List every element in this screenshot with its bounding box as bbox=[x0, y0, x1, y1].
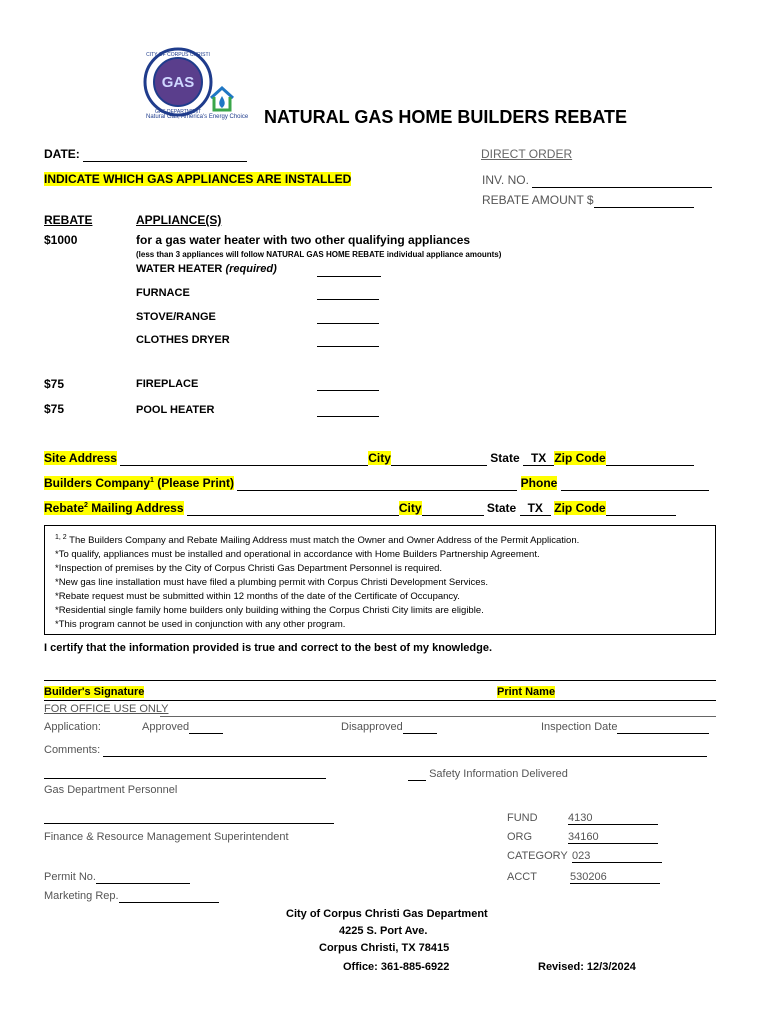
rebate-amount-field[interactable] bbox=[594, 193, 694, 208]
rebate-amount-label: REBATE AMOUNT $ bbox=[482, 193, 694, 208]
note-line: *To qualify, appliances must be installed and operational in accordance with Home Builders Partnership Agreement. bbox=[55, 549, 540, 561]
rebate-column-header: REBATE bbox=[44, 213, 93, 227]
dryer-check-field[interactable] bbox=[317, 332, 379, 347]
svg-text:GAS DEPARTMENT: GAS DEPARTMENT bbox=[155, 109, 201, 115]
direct-order-label: DIRECT ORDER bbox=[481, 147, 573, 161]
mailing-city-label: City bbox=[398, 501, 422, 515]
fireplace-amount: $75 bbox=[44, 377, 65, 391]
logo-tagline: Natural Gas, America's Energy Choice bbox=[146, 114, 249, 120]
rebate-1000-amount: $1000 bbox=[44, 233, 78, 247]
builders-company-field[interactable] bbox=[237, 476, 517, 491]
mailing-state-label: State bbox=[486, 501, 517, 515]
mailing-zip-field[interactable] bbox=[606, 501, 676, 516]
site-state-field[interactable]: TX bbox=[523, 451, 554, 466]
date-field[interactable] bbox=[83, 147, 247, 162]
rebate-mailing-row bbox=[44, 501, 676, 516]
appliance-clothes-dryer: CLOTHES DRYER bbox=[136, 334, 230, 346]
inspection-date-field[interactable]: Inspection Date bbox=[541, 721, 709, 734]
footer-street: 4225 S. Port Ave. bbox=[339, 925, 428, 937]
appliance-pool-heater: POOL HEATER bbox=[136, 404, 215, 416]
note-line: *Residential single family home builders only building withing the Corpus Christi City limits are eligible. bbox=[55, 605, 484, 617]
appliance-furnace: FURNACE bbox=[136, 287, 190, 299]
print-name-label: Print Name bbox=[497, 686, 556, 698]
gas-personnel-signature-line[interactable] bbox=[44, 778, 326, 779]
marketing-rep-field[interactable]: Marketing Rep. bbox=[44, 890, 219, 903]
pool-heater-amount: $75 bbox=[44, 402, 65, 416]
superintendent-signature-line[interactable] bbox=[44, 823, 334, 824]
disapproved-field[interactable]: Disapproved bbox=[341, 721, 437, 734]
gas-dept-personnel-label: Gas Department Personnel bbox=[44, 784, 178, 796]
acct-value: 530206 bbox=[570, 871, 660, 884]
city-gas-seal-logo bbox=[143, 47, 213, 117]
eligibility-notes-box bbox=[44, 525, 716, 635]
footer-revised-date: Revised: 12/3/2024 bbox=[538, 961, 636, 973]
mailing-state-field[interactable]: TX bbox=[520, 501, 551, 516]
fund-label: FUND bbox=[507, 812, 538, 824]
org-label: ORG bbox=[507, 831, 533, 843]
stove-check-field[interactable] bbox=[317, 309, 379, 324]
mailing-city-field[interactable] bbox=[422, 501, 484, 516]
inv-no-field[interactable] bbox=[532, 173, 712, 188]
site-city-label: City bbox=[368, 451, 391, 465]
appliance-stove-range: STOVE/RANGE bbox=[136, 311, 216, 323]
fireplace-check-field[interactable] bbox=[317, 376, 379, 391]
water-heater-description: for a gas water heater with two other qualifying appliances bbox=[136, 233, 471, 247]
approved-field[interactable]: Approved bbox=[142, 721, 223, 734]
date-label: DATE: bbox=[44, 147, 247, 162]
footer-office-phone: Office: 361-885-6922 bbox=[343, 961, 450, 973]
svg-text:GAS: GAS bbox=[161, 74, 195, 91]
category-label: CATEGORY bbox=[507, 850, 568, 862]
phone-field[interactable] bbox=[561, 476, 709, 491]
signature-underline bbox=[44, 700, 716, 701]
inv-no-label: INV. NO. bbox=[482, 173, 712, 188]
site-address-label: Site Address bbox=[44, 451, 117, 465]
appliance-column-header: APPLIANCE(S) bbox=[136, 213, 222, 227]
pool-heater-check-field[interactable] bbox=[317, 402, 379, 417]
svg-text:CITY OF CORPUS CHRISTI: CITY OF CORPUS CHRISTI bbox=[146, 52, 210, 58]
footer-department: City of Corpus Christi Gas Department bbox=[286, 908, 488, 920]
certification-statement: I certify that the information provided is true and correct to the best of my knowledge. bbox=[44, 642, 493, 654]
site-address-row bbox=[44, 451, 694, 466]
org-value: 34160 bbox=[568, 831, 658, 844]
builders-signature-label: Builder's Signature bbox=[44, 686, 145, 698]
appliance-fireplace: FIREPLACE bbox=[136, 378, 199, 390]
acct-label: ACCT bbox=[507, 871, 537, 883]
builders-company-row bbox=[44, 476, 709, 491]
appliance-water-heater: WATER HEATER (required) bbox=[136, 263, 277, 275]
note-line: *This program cannot be used in conjunction with any other program. bbox=[55, 619, 346, 631]
phone-label: Phone bbox=[520, 476, 558, 490]
permit-no-field[interactable]: Permit No. bbox=[44, 871, 190, 884]
site-address-field[interactable] bbox=[120, 451, 368, 466]
house-flame-icon bbox=[208, 84, 236, 112]
site-state-label: State bbox=[490, 451, 520, 465]
note-line: *Rebate request must be submitted within 12 months of the date of the Certificate of Occupancy. bbox=[55, 591, 460, 603]
rebate-mailing-label: Rebate$^2$ Mailing Address bbox=[44, 501, 184, 515]
footer-city: Corpus Christi, TX 78415 bbox=[319, 942, 450, 954]
water-heater-check-field[interactable] bbox=[317, 262, 381, 277]
builders-company-label: Builders Company$^1$ (Please Print) bbox=[44, 476, 234, 490]
indicate-appliances-label: INDICATE WHICH GAS APPLIANCES ARE INSTALLED bbox=[44, 172, 352, 186]
category-value: 023 bbox=[572, 850, 662, 863]
fund-value: 4130 bbox=[568, 812, 658, 825]
site-zip-field[interactable] bbox=[606, 451, 694, 466]
mailing-address-field[interactable] bbox=[187, 501, 399, 516]
note-line: *Inspection of premises by the City of Corpus Christi Gas Department Personnel is required. bbox=[55, 563, 443, 575]
office-use-heading: FOR OFFICE USE ONLY bbox=[44, 703, 169, 715]
note-line: *New gas line installation must have filed a plumbing permit with Corpus Christi Development Services. bbox=[55, 577, 488, 589]
site-city-field[interactable] bbox=[391, 451, 487, 466]
furnace-check-field[interactable] bbox=[317, 285, 379, 300]
water-heater-note: (less than 3 appliances will follow NATURAL GAS HOME REBATE individual appliance amounts) bbox=[136, 250, 502, 259]
page-title: NATURAL GAS HOME BUILDERS REBATE bbox=[264, 107, 628, 127]
site-zip-label: Zip Code bbox=[554, 451, 606, 465]
note-line: $^{1, 2}$ The Builders Company and Rebate Mailing Address must match the Owner and Owner Address of the Permit Application. bbox=[55, 534, 580, 547]
comments-field[interactable]: Comments: bbox=[44, 744, 707, 757]
safety-info-field[interactable]: Safety Information Delivered bbox=[408, 768, 568, 781]
office-use-divider bbox=[160, 716, 716, 717]
mailing-zip-label: Zip Code bbox=[554, 501, 606, 515]
signature-line[interactable] bbox=[44, 680, 716, 681]
superintendent-label: Finance & Resource Management Superintendent bbox=[44, 831, 289, 843]
application-label: Application: bbox=[44, 721, 101, 733]
